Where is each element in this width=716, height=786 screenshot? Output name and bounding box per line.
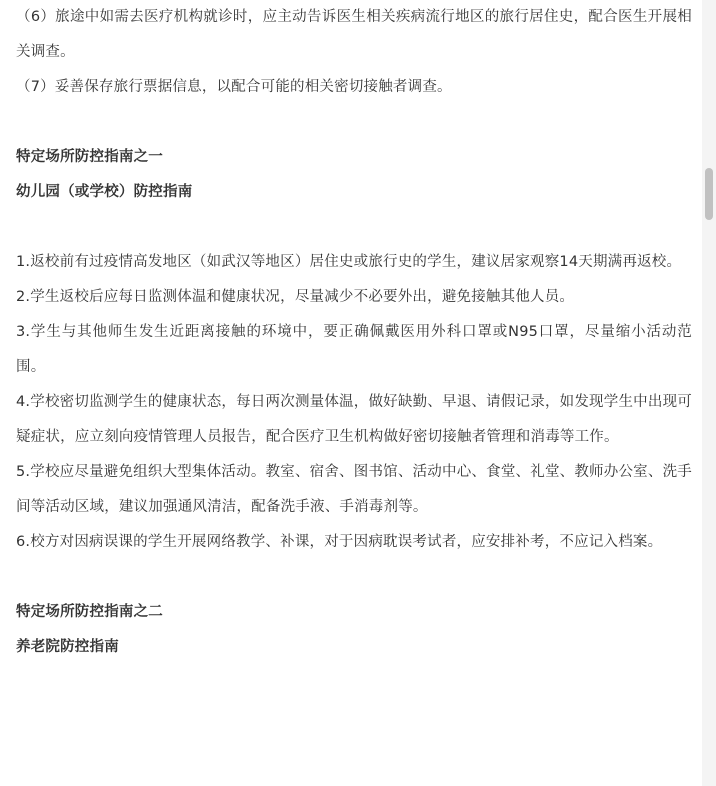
travel-item-7: （7）妥善保存旅行票据信息，以配合可能的相关密切接触者调查。 xyxy=(16,79,452,95)
school-item-3: 3.学生与其他师生发生近距离接触的环境中，要正确佩戴医用外科口罩或N95口罩，尽量缩小活动范围。 xyxy=(16,324,692,375)
travel-item-6: （6）旅途中如需去医疗机构就诊时，应主动告诉医生相关疾病流行地区的旅行居住史，配合医生开展相关调查。 xyxy=(16,9,692,60)
vertical-scrollbar[interactable] xyxy=(702,0,716,786)
school-item-1: 1.返校前有过疫情高发地区（如武汉等地区）居住史或旅行史的学生，建议居家观察14天期满再返校。 xyxy=(16,254,682,270)
paragraph-gap xyxy=(16,210,692,245)
scrollbar-thumb[interactable] xyxy=(705,168,713,220)
school-item-5: 5.学校应尽量避免组织大型集体活动。教室、宿舍、图书馆、活动中心、食堂、礼堂、教师办公室、洗手间等活动区域，建议加强通风清洁，配备洗手液、手消毒剂等。 xyxy=(16,464,692,515)
section-2-title: 特定场所防控指南之二 xyxy=(16,604,163,620)
article-content xyxy=(16,0,692,665)
paragraph-gap xyxy=(16,105,692,140)
school-item-2: 2.学生返校后应每日监测体温和健康状况，尽量减少不必要外出，避免接触其他人员。 xyxy=(16,289,575,305)
section-2-subtitle: 养老院防控指南 xyxy=(16,639,119,655)
paragraph-gap xyxy=(16,560,692,595)
school-item-6: 6.校方对因病误课的学生开展网络教学、补课，对于因病耽误考试者，应安排补考，不应记入档案。 xyxy=(16,534,663,550)
school-item-4: 4.学校密切监测学生的健康状态，每日两次测量体温，做好缺勤、早退、请假记录，如发现学生中出现可疑症状，应立刻向疫情管理人员报告，配合医疗卫生机构做好密切接触者管理和消毒等工作。 xyxy=(16,394,692,445)
section-1-title: 特定场所防控指南之一 xyxy=(16,149,163,165)
section-1-subtitle: 幼儿园（或学校）防控指南 xyxy=(16,184,193,200)
